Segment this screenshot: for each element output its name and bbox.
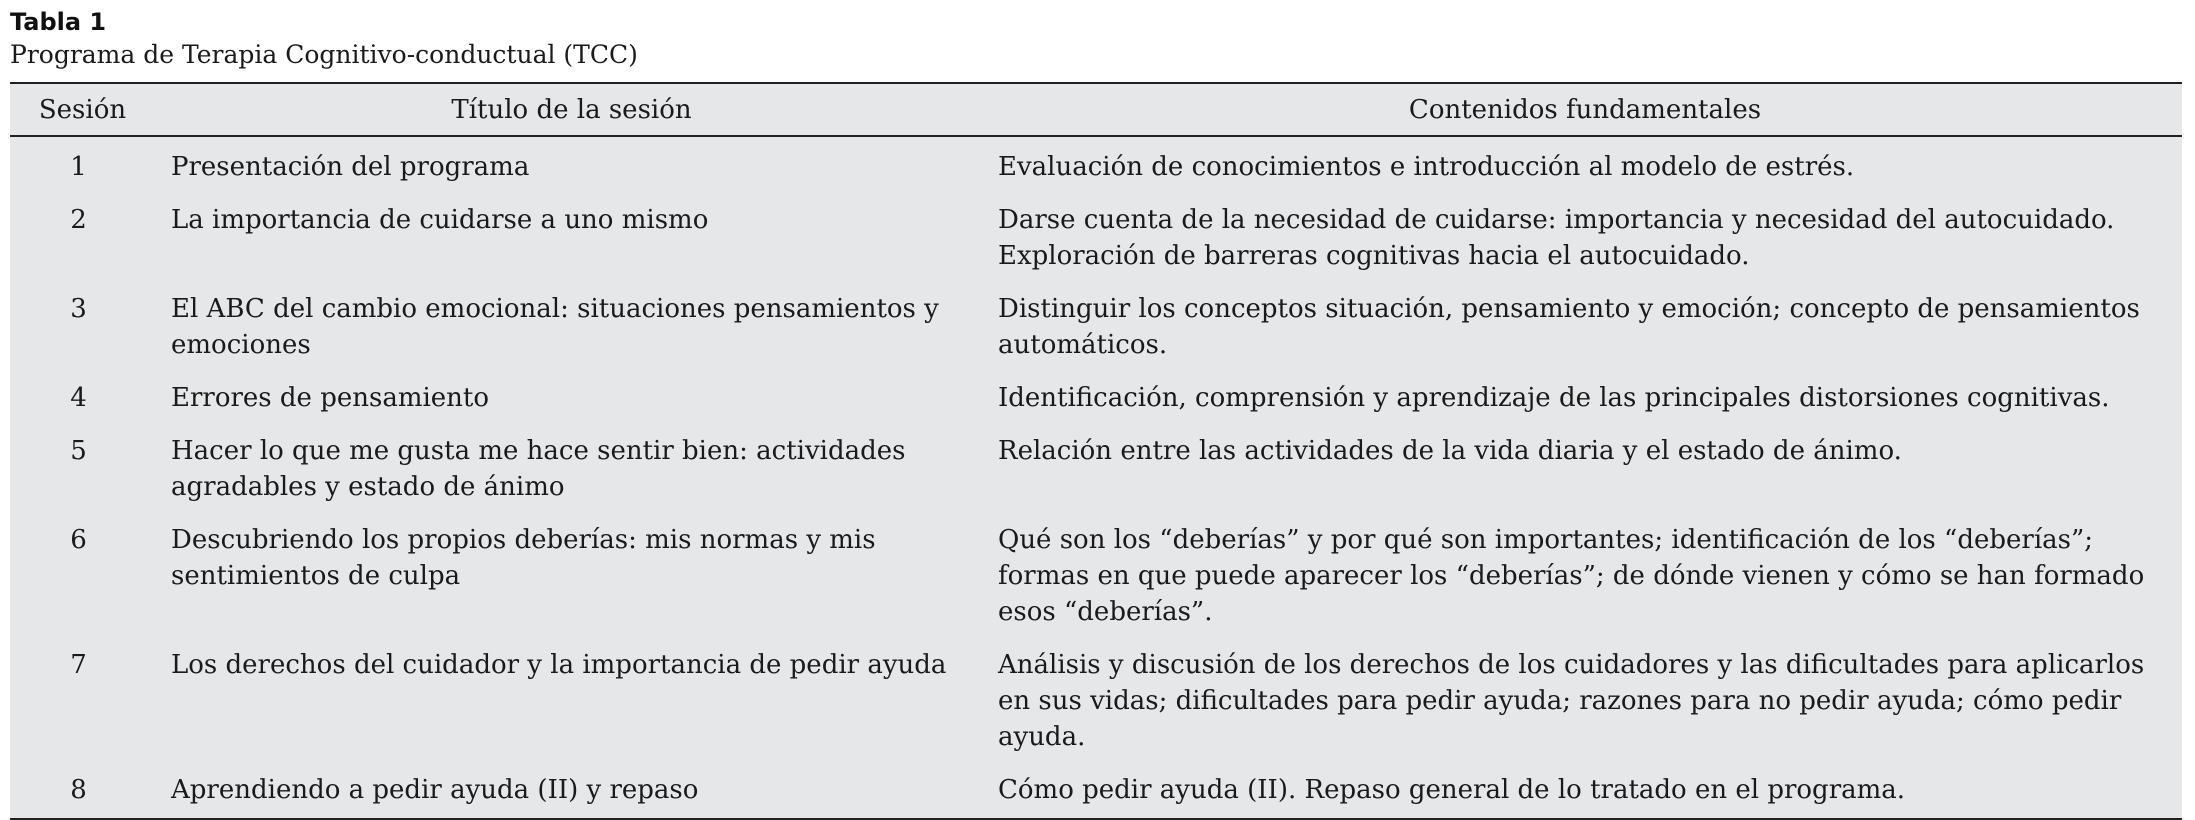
session-number: 4 — [70, 383, 87, 413]
content-line: Identificación, comprensión y aprendizaje de las principales distorsiones cognitivas. — [998, 383, 2110, 413]
table-row — [10, 380, 2182, 433]
table-body — [10, 136, 2182, 819]
content-line: Darse cuenta de la necesidad de cuidarse: importancia y necesidad del autocuidado. — [998, 205, 2115, 235]
content-line: Distinguir los conceptos situación, pensamiento y emoción; concepto de pensamientos automáticos. — [998, 294, 2140, 360]
content-line: Cómo pedir ayuda (II). Repaso general de lo tratado en el programa. — [998, 775, 1906, 805]
session-content — [988, 647, 2182, 772]
session-content — [988, 136, 2182, 202]
table-figure — [10, 6, 2182, 820]
session-content — [988, 380, 2182, 433]
table-row — [10, 433, 2182, 522]
session-title: Los derechos del cuidador y la importancia de pedir ayuda — [171, 650, 947, 680]
content-line: Relación entre las actividades de la vida diaria y el estado de ánimo. — [998, 436, 1902, 466]
session-content — [988, 772, 2182, 819]
table-row — [10, 291, 2182, 380]
header-row — [10, 83, 2182, 136]
header-title: Título de la sesión — [451, 95, 692, 125]
content-line: Evaluación de conocimientos e introducción al modelo de estrés. — [998, 152, 1855, 182]
session-title: La importancia de cuidarse a uno mismo — [171, 205, 709, 235]
table-row — [10, 202, 2182, 291]
content-line: Análisis y discusión de los derechos de los cuidadores y las dificultades para aplicarlos en sus vidas; dificultades para pedir ayuda; razones para no pedir ayuda; cómo pedir ayuda. — [998, 650, 2145, 752]
session-number: 3 — [70, 294, 87, 324]
session-number: 5 — [70, 436, 87, 466]
session-title: El ABC del cambio emocional: situaciones pensamientos y emociones — [171, 294, 939, 360]
sessions-table — [10, 82, 2182, 820]
session-content — [988, 291, 2182, 380]
content-line: Qué son los “deberías” y por qué son importantes; identificación de los “deberías”; formas en que puede aparecer los “deberías”; de dónde vienen y cómo se han formado esos “deberías”. — [998, 525, 2145, 627]
session-title: Aprendiendo a pedir ayuda (II) y repaso — [171, 775, 699, 805]
session-title: Presentación del programa — [171, 152, 530, 182]
session-number: 2 — [70, 205, 87, 235]
table-label: Tabla 1 — [10, 8, 107, 36]
session-content — [988, 522, 2182, 647]
session-number: 6 — [70, 525, 87, 555]
table-row — [10, 647, 2182, 772]
header-session: Sesión — [38, 95, 127, 125]
session-content — [988, 433, 2182, 522]
table-row — [10, 522, 2182, 647]
table-caption: Programa de Terapia Cognitivo-conductual (TCC) — [10, 40, 638, 69]
session-number: 7 — [70, 650, 87, 680]
table-row — [10, 772, 2182, 819]
session-number: 8 — [70, 775, 87, 805]
table-row — [10, 136, 2182, 202]
header-contents: Contenidos fundamentales — [1408, 95, 1762, 125]
session-content — [988, 202, 2182, 291]
table-header — [10, 83, 2182, 136]
session-title: Descubriendo los propios deberías: mis normas y mis sentimientos de culpa — [171, 525, 876, 591]
content-line: Exploración de barreras cognitivas hacia el autocuidado. — [998, 241, 1750, 271]
session-title: Errores de pensamiento — [171, 383, 490, 413]
session-number: 1 — [70, 152, 87, 182]
session-title: Hacer lo que me gusta me hace sentir bien: actividades agradables y estado de ánimo — [171, 436, 906, 502]
